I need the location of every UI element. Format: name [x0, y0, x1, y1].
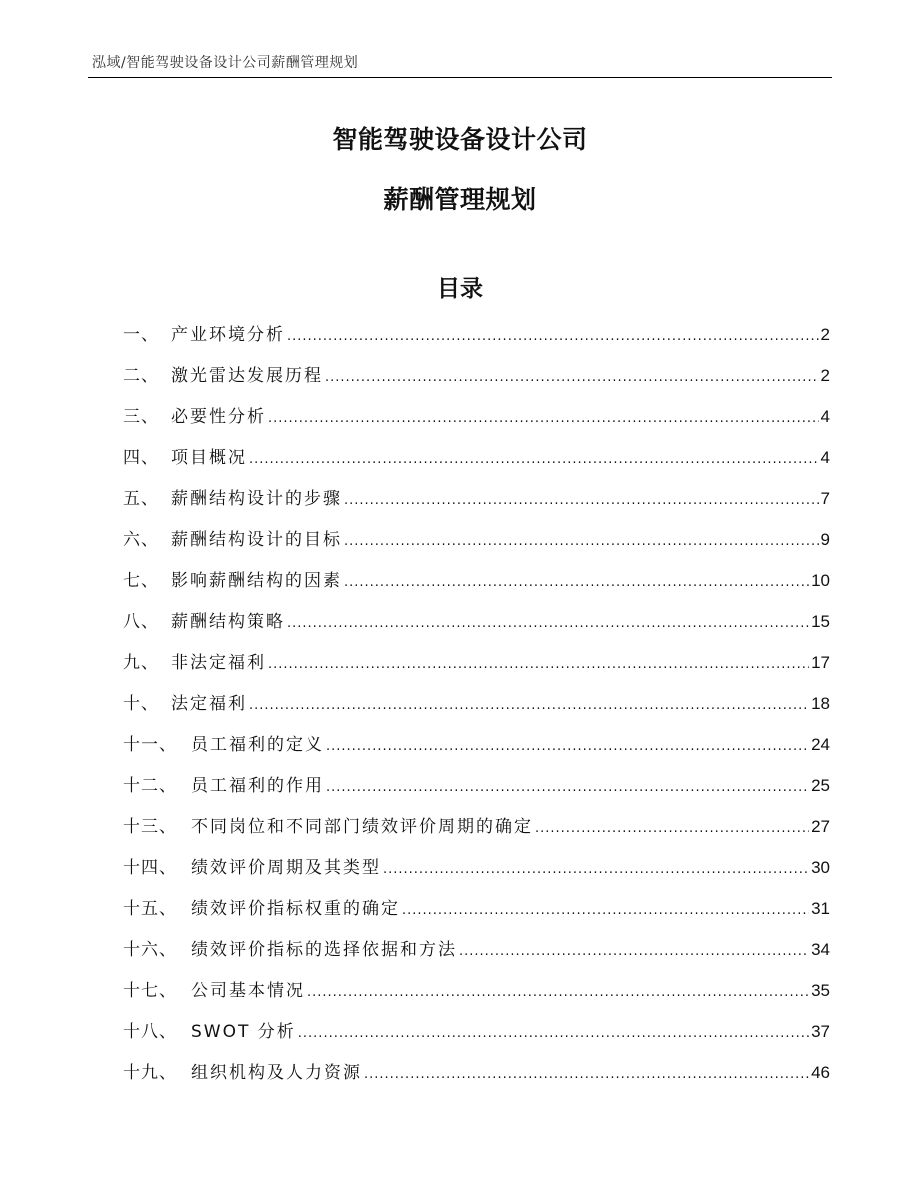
toc-entry[interactable]	[123, 935, 830, 976]
toc-entry-number: 三、	[123, 407, 159, 427]
toc-dot-leader	[383, 863, 809, 876]
toc-entry[interactable]	[123, 525, 830, 566]
toc-entry[interactable]	[123, 894, 830, 935]
toc-entry-label: 非法定福利	[171, 653, 266, 673]
toc-entry[interactable]	[123, 853, 830, 894]
toc-entry-label: 法定福利	[171, 694, 247, 714]
toc-dot-leader	[344, 576, 809, 589]
toc-dot-leader	[287, 617, 809, 630]
toc-dot-leader	[268, 658, 809, 671]
document-subtitle: 薪酬管理规划	[383, 185, 537, 214]
toc-entry-label: 产业环境分析	[171, 325, 285, 345]
toc-entry-number: 十六、	[123, 940, 177, 960]
toc-entry-number: 八、	[123, 612, 159, 632]
toc-entry-page: 4	[820, 448, 830, 467]
toc-entry[interactable]	[123, 976, 830, 1017]
toc-entry-label: 薪酬结构策略	[171, 612, 285, 632]
toc-entry-label: 员工福利的作用	[191, 776, 324, 796]
toc-dot-leader	[459, 945, 809, 958]
toc-entry-number: 十三、	[123, 817, 177, 837]
toc-entry-number: 十五、	[123, 899, 177, 919]
toc-dot-leader	[287, 330, 819, 343]
toc-entry-number: 十八、	[123, 1022, 177, 1042]
toc-entry-page: 35	[811, 981, 830, 1000]
toc-entry-page: 7	[820, 489, 830, 508]
toc-entry[interactable]	[123, 443, 830, 484]
toc-entry-page: 18	[811, 694, 830, 713]
toc-entry-number: 十一、	[123, 735, 177, 755]
toc-entry-number: 十九、	[123, 1063, 177, 1083]
toc-entry-page: 10	[811, 571, 830, 590]
toc-entry-page: 4	[820, 407, 830, 426]
toc-entry[interactable]	[123, 648, 830, 689]
toc-entry-page: 24	[811, 735, 830, 754]
toc-entry[interactable]	[123, 566, 830, 607]
toc-entry-page: 31	[811, 899, 830, 918]
toc-entry-label: 薪酬结构设计的目标	[171, 530, 342, 550]
toc-dot-leader	[307, 986, 809, 999]
toc-dot-leader	[364, 1068, 809, 1081]
toc-entry-label: SWOT 分析	[191, 1022, 296, 1042]
toc-entry-label: 不同岗位和不同部门绩效评价周期的确定	[191, 817, 533, 837]
toc-entry[interactable]	[123, 771, 830, 812]
toc-entry-page: 9	[820, 530, 830, 549]
toc-entry-label: 绩效评价周期及其类型	[191, 858, 381, 878]
toc-entry[interactable]	[123, 484, 830, 525]
running-header: 泓域/智能驾驶设备设计公司薪酬管理规划	[92, 55, 359, 71]
toc-entry-page: 37	[811, 1022, 830, 1041]
toc-entry-number: 一、	[123, 325, 159, 345]
toc-entry-page: 34	[811, 940, 830, 959]
toc-entry-label: 项目概况	[171, 448, 247, 468]
toc-heading: 目录	[437, 276, 483, 302]
toc-entry[interactable]	[123, 1058, 830, 1099]
toc-entry[interactable]	[123, 402, 830, 443]
toc-entry[interactable]	[123, 320, 830, 361]
toc-dot-leader	[298, 1027, 809, 1040]
toc-dot-leader	[344, 494, 819, 507]
toc-dot-leader	[326, 781, 809, 794]
toc-entry-number: 十七、	[123, 981, 177, 1001]
toc-entry-page: 25	[811, 776, 830, 795]
toc-entry[interactable]	[123, 689, 830, 730]
toc-entry[interactable]	[123, 1017, 830, 1058]
toc-entry-label: 激光雷达发展历程	[171, 366, 323, 386]
toc-dot-leader	[268, 412, 819, 425]
toc-entry-page: 15	[811, 612, 830, 631]
toc-entry[interactable]	[123, 812, 830, 853]
toc-dot-leader	[249, 699, 809, 712]
toc-entry-page: 30	[811, 858, 830, 877]
toc-entry-number: 九、	[123, 653, 159, 673]
toc-entry-number: 五、	[123, 489, 159, 509]
toc-entry-label: 绩效评价指标的选择依据和方法	[191, 940, 457, 960]
toc-entry-number: 六、	[123, 530, 159, 550]
toc-entry-page: 2	[820, 366, 830, 385]
toc-entry[interactable]	[123, 607, 830, 648]
toc-entry-label: 组织机构及人力资源	[191, 1063, 362, 1083]
toc-entry-label: 绩效评价指标权重的确定	[191, 899, 400, 919]
header-divider	[88, 77, 832, 78]
toc-entry-number: 十、	[123, 694, 159, 714]
toc-entry-page: 46	[811, 1063, 830, 1082]
toc-entry-number: 十二、	[123, 776, 177, 796]
toc-dot-leader	[402, 904, 809, 917]
toc-entry-page: 2	[820, 325, 830, 344]
toc-entry-number: 十四、	[123, 858, 177, 878]
toc-entry[interactable]	[123, 361, 830, 402]
toc-entry-number: 七、	[123, 571, 159, 591]
table-of-contents	[123, 320, 830, 1099]
toc-dot-leader	[325, 371, 819, 384]
toc-dot-leader	[344, 535, 819, 548]
toc-dot-leader	[535, 822, 809, 835]
toc-entry-page: 27	[811, 817, 830, 836]
toc-dot-leader	[249, 453, 819, 466]
toc-entry-label: 必要性分析	[171, 407, 266, 427]
toc-dot-leader	[326, 740, 809, 753]
document-title: 智能驾驶设备设计公司	[332, 125, 588, 154]
toc-entry-label: 影响薪酬结构的因素	[171, 571, 342, 591]
toc-entry-label: 员工福利的定义	[191, 735, 324, 755]
toc-entry-label: 薪酬结构设计的步骤	[171, 489, 342, 509]
toc-entry[interactable]	[123, 730, 830, 771]
toc-entry-number: 二、	[123, 366, 159, 386]
toc-entry-page: 17	[811, 653, 830, 672]
toc-entry-number: 四、	[123, 448, 159, 468]
toc-entry-label: 公司基本情况	[191, 981, 305, 1001]
